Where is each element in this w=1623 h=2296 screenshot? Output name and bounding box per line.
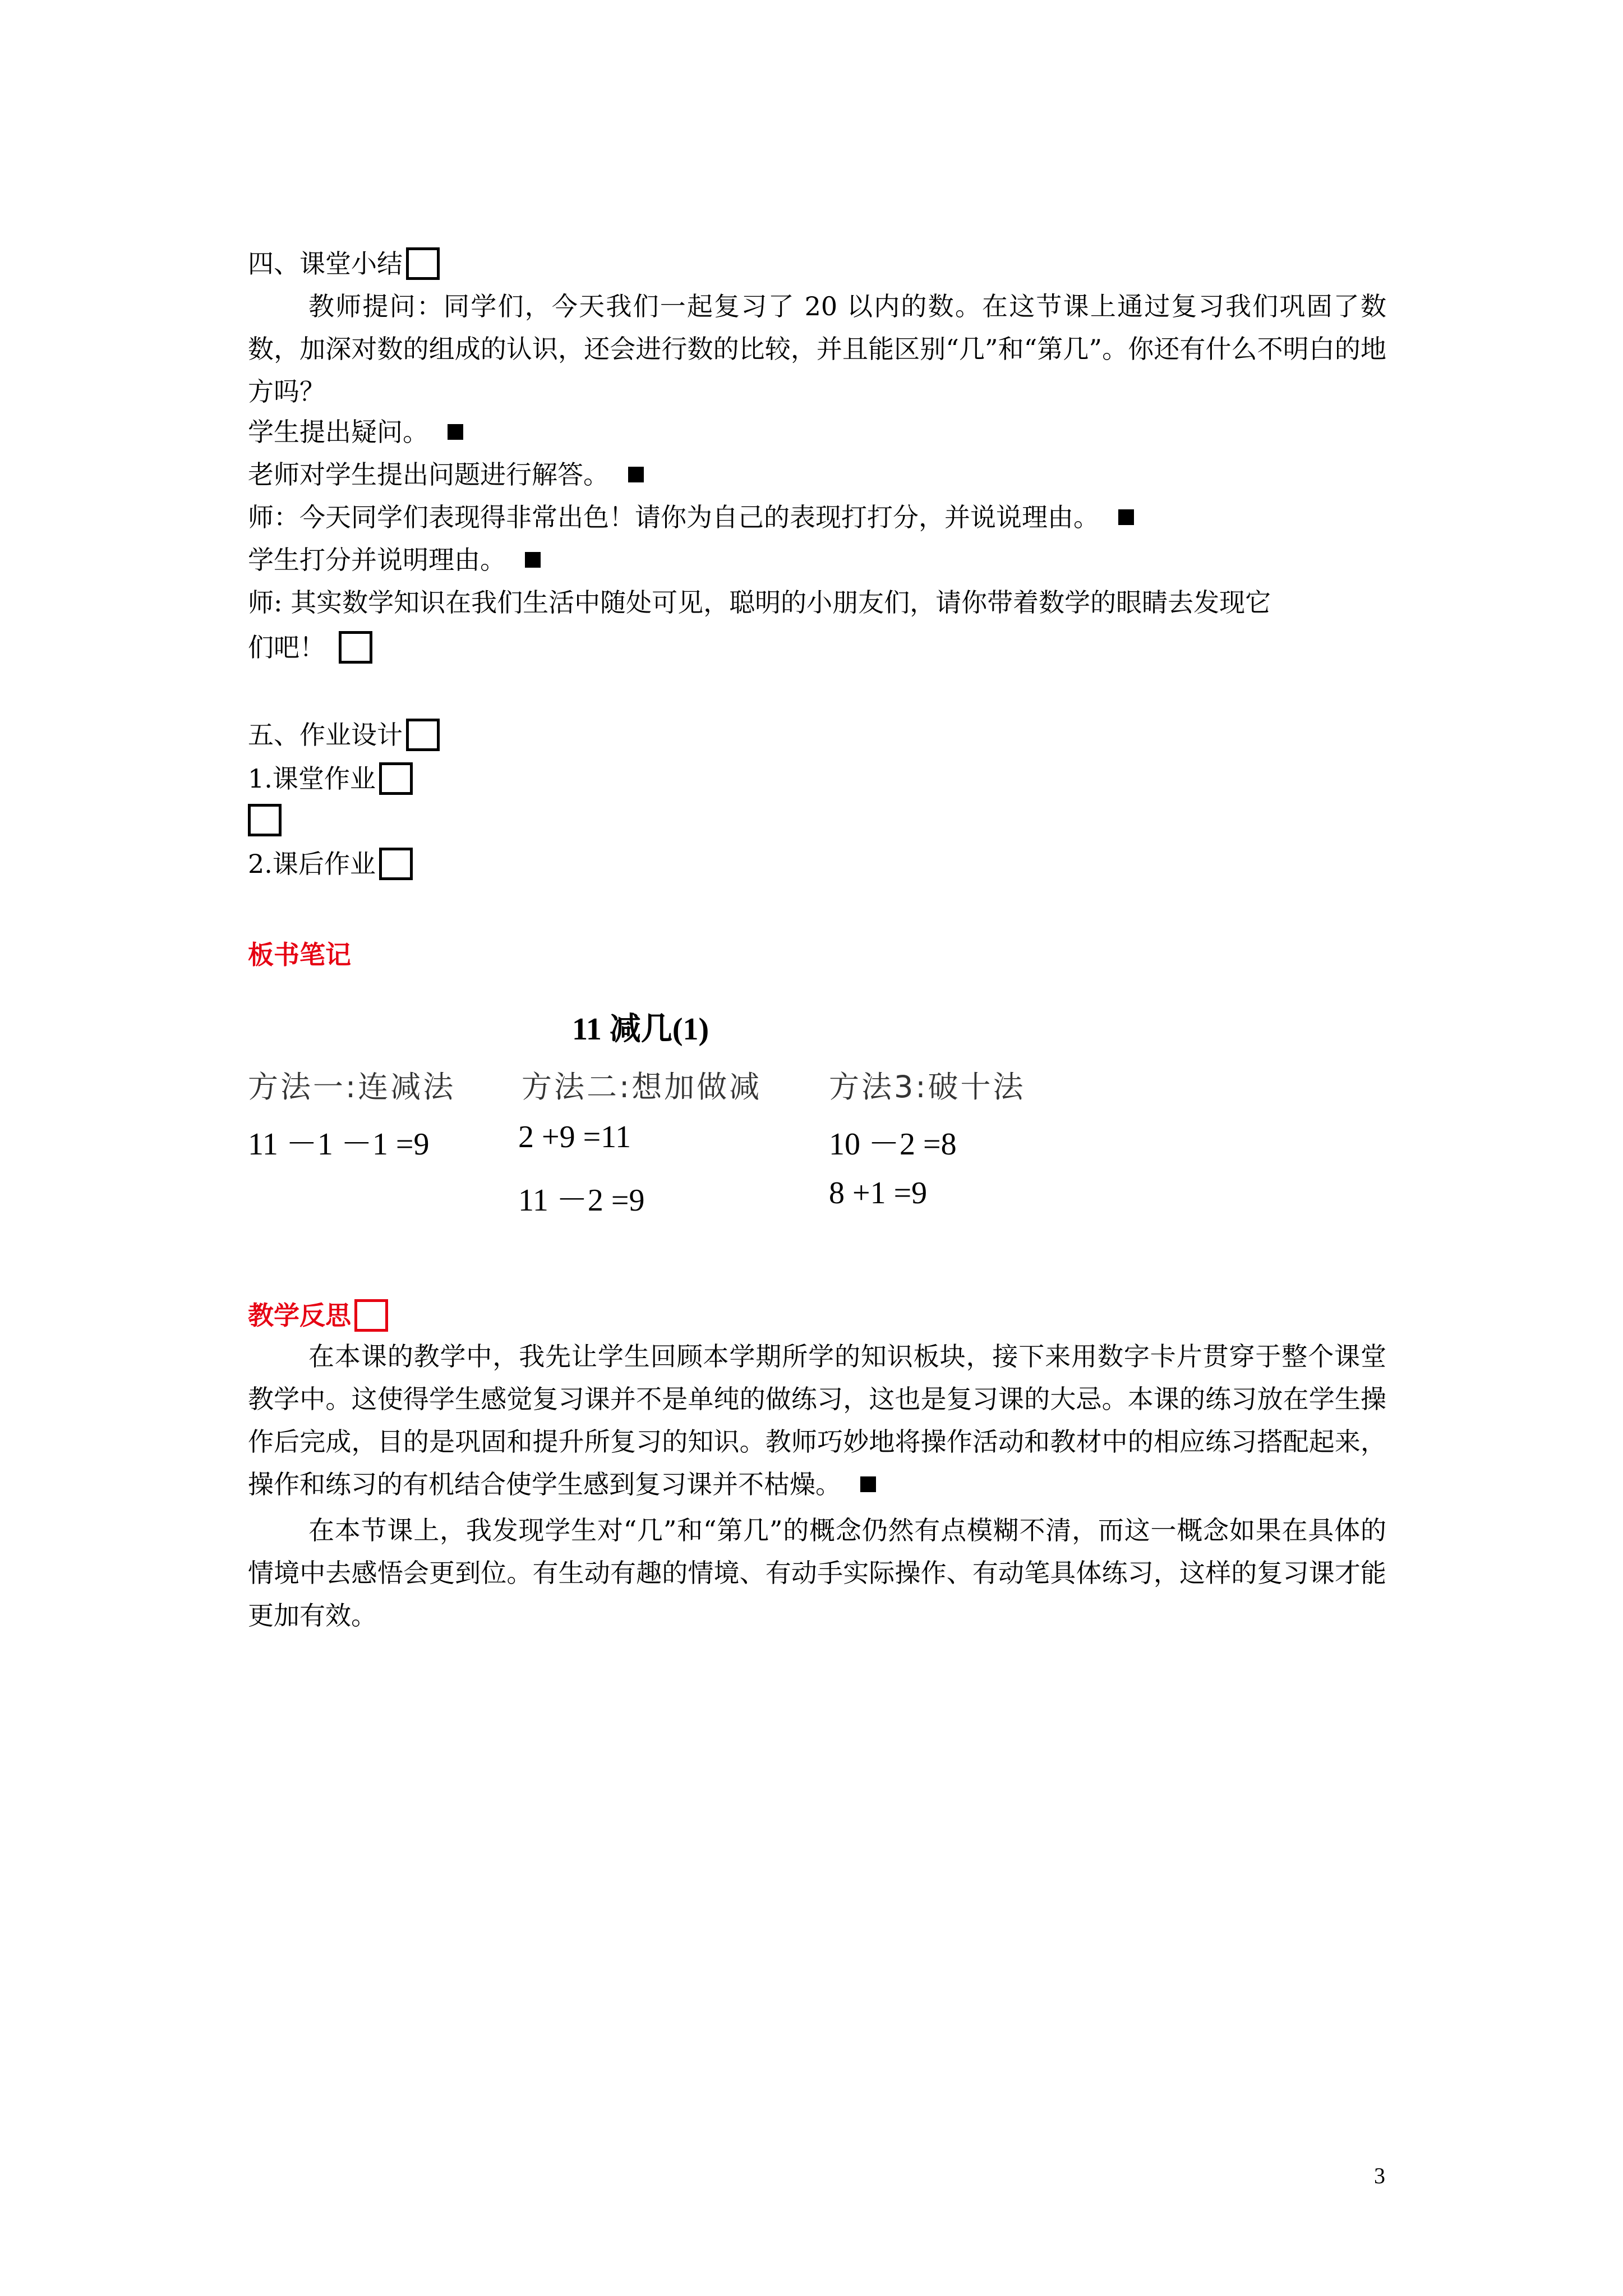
homework-item-text: 2.课后作业 bbox=[248, 849, 376, 879]
empty-box-icon bbox=[406, 247, 440, 280]
equation-method-2b: 11 －2 =9 bbox=[518, 1183, 645, 1218]
empty-box-icon bbox=[248, 804, 282, 836]
method-2-label: 方法二:想加做减 bbox=[522, 1069, 762, 1105]
homework-item-1 bbox=[248, 762, 413, 797]
teacher-question-paragraph: 教师提问：同学们，今天我们一起复习了 20 以内的数。在这节课上通过复习我们巩固了数数，加深对数的组成的认识，还会进行数的比较，并且能区别“几”和“第几”。你还有什么不明白的地方吗？ bbox=[248, 291, 1386, 407]
reflection-heading-text: 教学反思 bbox=[248, 1300, 351, 1331]
equation-method-1: 11 －1 －1 =9 bbox=[248, 1127, 430, 1162]
blackboard-title: 11 减几(1) bbox=[572, 1012, 709, 1047]
homework-blank-line bbox=[248, 803, 282, 839]
equation-method-3a: 10 －2 =8 bbox=[829, 1127, 957, 1162]
page-number: 3 bbox=[1374, 2163, 1385, 2188]
black-square-icon bbox=[448, 424, 463, 440]
section-summary-heading bbox=[248, 247, 440, 282]
closing-line-2 bbox=[248, 631, 372, 666]
reflection-paragraph-2: 在本节课上，我发现学生对“几”和“第几”的概念仍然有点模糊不清，而这一概念如果在具体的情境中去感悟会更到位。有生动有趣的情境、有动手实际操作、有动笔具体练习，这样的复习课才能更加有效。 bbox=[248, 1515, 1386, 1631]
summary-line-text: 学生打分并说明理由。 bbox=[248, 545, 506, 575]
section-heading-text: 四、课堂小结 bbox=[248, 249, 403, 279]
method-3-label: 方法3:破十法 bbox=[829, 1069, 1026, 1105]
black-square-icon bbox=[628, 467, 644, 482]
closing-line-1: 师: 其实数学知识在我们生活中随处可见，聪明的小朋友们，请你带着数学的眼睛去发现它 bbox=[248, 587, 1271, 618]
reflection-heading bbox=[248, 1299, 388, 1334]
summary-line-1 bbox=[248, 415, 463, 449]
empty-box-icon bbox=[339, 631, 372, 664]
equation-method-2a: 2 +9 =11 bbox=[518, 1120, 631, 1154]
black-square-icon bbox=[1118, 509, 1134, 525]
black-square-icon bbox=[525, 552, 541, 568]
reflection-paragraph-text: 在本课的教学中，我先让学生回顾本学期所学的知识板块，接下来用数字卡片贯穿于整个课堂教学中。这使得学生感觉复习课并不是单纯的做练习，这也是复习课的大忌。本课的练习放在学生操作后完成，目的是巩固和提升所复习的知识。教师巧妙地将操作活动和教材中的相应练习搭配起来，操作和练习的有机结合使学生感到复习课并不枯燥。 bbox=[248, 1341, 1386, 1499]
method-1-label: 方法一:连减法 bbox=[248, 1069, 456, 1105]
summary-line-4 bbox=[248, 543, 541, 577]
empty-box-icon bbox=[379, 762, 413, 795]
equation-method-3b: 8 +1 =9 bbox=[829, 1176, 928, 1211]
empty-box-icon bbox=[354, 1299, 388, 1332]
closing-line-text: 们吧！ bbox=[248, 632, 325, 662]
section-homework-heading bbox=[248, 718, 440, 753]
section-heading-text: 五、作业设计 bbox=[248, 720, 403, 750]
blackboard-heading: 板书笔记 bbox=[248, 940, 351, 970]
summary-line-3 bbox=[248, 500, 1134, 534]
reflection-paragraph-1 bbox=[248, 1335, 1386, 1506]
homework-item-2 bbox=[248, 847, 413, 882]
black-square-icon bbox=[860, 1476, 876, 1492]
homework-item-text: 1.课堂作业 bbox=[248, 763, 376, 794]
empty-box-icon bbox=[406, 719, 440, 751]
summary-line-text: 师：今天同学们表现得非常出色！请你为自己的表现打打分，并说说理由。 bbox=[248, 502, 1099, 532]
summary-line-text: 学生提出疑问。 bbox=[248, 417, 428, 447]
summary-line-2 bbox=[248, 458, 644, 491]
empty-box-icon bbox=[379, 848, 413, 880]
summary-line-text: 老师对学生提出问题进行解答。 bbox=[248, 459, 609, 490]
